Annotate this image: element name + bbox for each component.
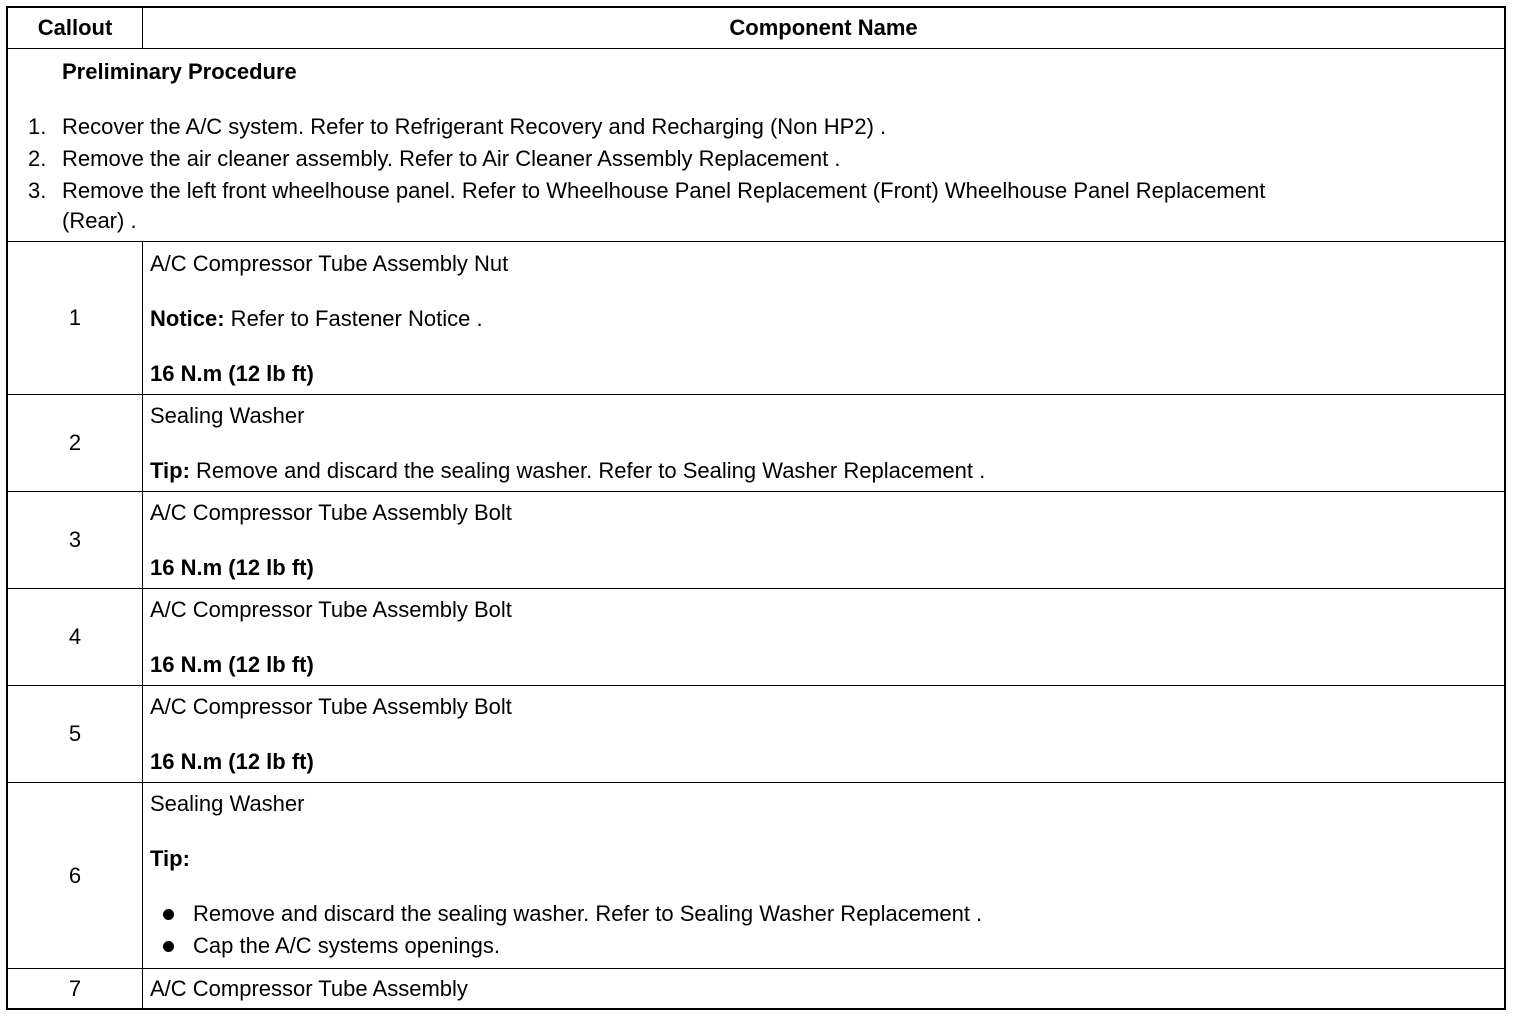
- callout-number: 6: [8, 783, 143, 968]
- bullet-icon: [163, 941, 174, 952]
- component-cell: [143, 589, 1504, 685]
- table-row: [8, 242, 1504, 395]
- table-row: [8, 492, 1504, 589]
- component-name-column-header: Component Name: [729, 15, 918, 40]
- table-row: [8, 395, 1504, 492]
- list-item-text: Remove and discard the sealing washer. Refer to Sealing Washer Replacement .: [193, 901, 983, 926]
- notice-text: Refer to Fastener Notice .: [224, 306, 483, 331]
- callout-number: 2: [8, 395, 143, 491]
- callout-number: 1: [8, 242, 143, 394]
- component-name: A/C Compressor Tube Assembly Nut: [150, 251, 509, 276]
- list-item-text: Cap the A/C systems openings.: [193, 933, 500, 958]
- bullet-icon: [163, 909, 174, 920]
- callout-number: 7: [8, 969, 143, 1008]
- component-name: Sealing Washer: [150, 403, 305, 428]
- notice-label: Notice:: [150, 306, 225, 331]
- table-row: [8, 686, 1504, 783]
- notice-line: [150, 306, 483, 332]
- torque-spec: 16 N.m (12 lb ft): [150, 361, 314, 386]
- preliminary-procedure-title: Preliminary Procedure: [62, 59, 297, 84]
- table-row: [8, 969, 1504, 1008]
- component-cell: [143, 969, 1504, 1008]
- torque-spec: 16 N.m (12 lb ft): [150, 555, 314, 580]
- component-name: A/C Compressor Tube Assembly Bolt: [150, 500, 512, 525]
- component-name: Sealing Washer: [150, 791, 305, 816]
- torque-spec: 16 N.m (12 lb ft): [150, 652, 314, 677]
- tip-label: Tip:: [150, 846, 190, 871]
- component-cell: [143, 242, 1504, 394]
- tip-line: [150, 458, 985, 484]
- component-cell: [143, 492, 1504, 588]
- step-text: Remove the air cleaner assembly. Refer to Air Cleaner Assembly Replacement .: [62, 146, 841, 171]
- step-number: 1.: [28, 114, 47, 139]
- component-name: A/C Compressor Tube Assembly: [150, 976, 468, 1001]
- component-cell: [143, 783, 1504, 968]
- preliminary-procedure-row: [8, 49, 1504, 242]
- table-row: [8, 783, 1504, 969]
- component-cell: [143, 686, 1504, 782]
- component-table: [6, 6, 1506, 1010]
- step-text: Remove the left front wheelhouse panel. Refer to Wheelhouse Panel Replacement (Front) Wheelhouse Panel Replacement: [62, 178, 1266, 203]
- step-number: 3.: [28, 178, 47, 203]
- callout-column-header: Callout: [8, 8, 143, 48]
- callout-number: 4: [8, 589, 143, 685]
- step-number: 2.: [28, 146, 47, 171]
- component-cell: [143, 395, 1504, 491]
- callout-number: 3: [8, 492, 143, 588]
- step-text-continued: (Rear) .: [62, 208, 137, 233]
- step-text: Recover the A/C system. Refer to Refrigerant Recovery and Recharging (Non HP2) .: [62, 114, 887, 139]
- tip-text: Remove and discard the sealing washer. Refer to Sealing Washer Replacement .: [189, 458, 986, 483]
- torque-spec: 16 N.m (12 lb ft): [150, 749, 314, 774]
- component-name: A/C Compressor Tube Assembly Bolt: [150, 597, 512, 622]
- table-row: [8, 589, 1504, 686]
- callout-number: 5: [8, 686, 143, 782]
- tip-label: Tip:: [150, 458, 190, 483]
- table-header-row: [8, 8, 1504, 49]
- component-name: A/C Compressor Tube Assembly Bolt: [150, 694, 512, 719]
